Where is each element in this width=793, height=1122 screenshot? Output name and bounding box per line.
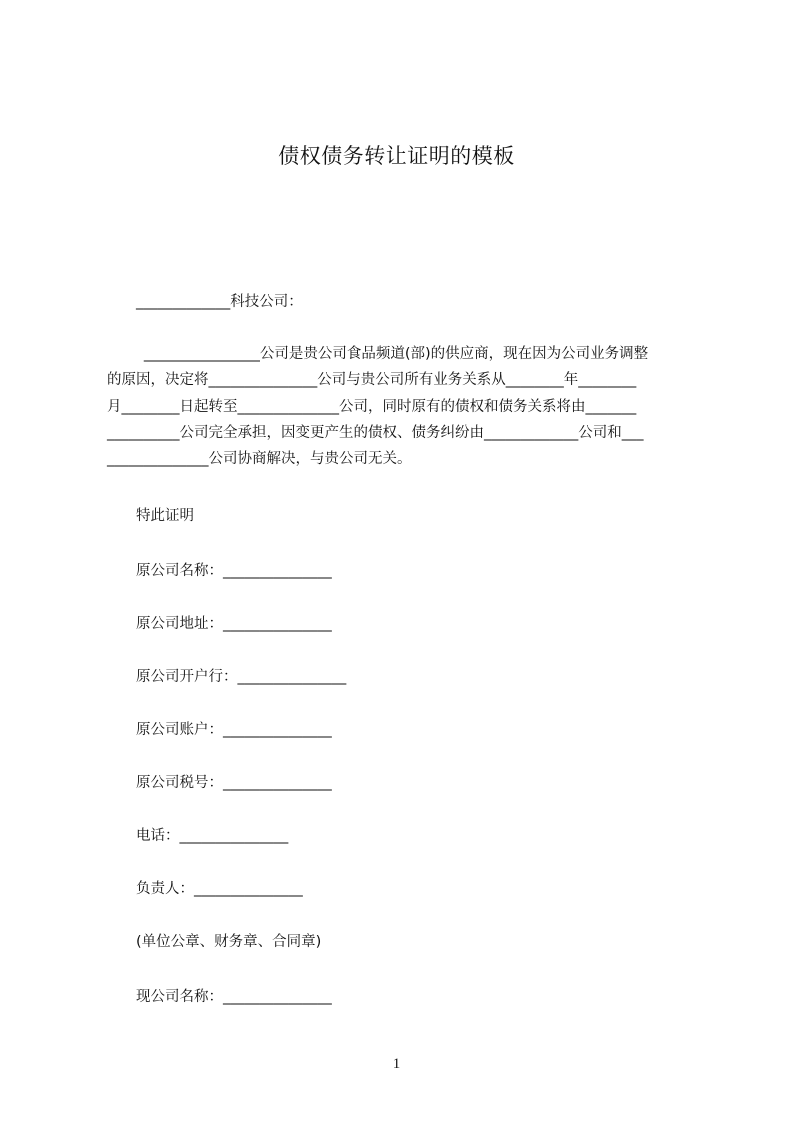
- field-original-company-account: 原公司账户：_______________: [136, 722, 332, 738]
- body-line: ______________公司协商解决，与贵公司无关。: [107, 451, 412, 468]
- seal-note: (单位公章、财务章、合同章): [136, 934, 322, 950]
- field-original-company-address: 原公司地址：_______________: [136, 616, 332, 632]
- body-line: ________________公司是贵公司食品频道(部)的供应商，现在因为公司业务调整: [107, 346, 649, 362]
- field-original-company-bank: 原公司开户行：_______________: [136, 669, 347, 685]
- body-line: 月________日起转至______________公司，同时原有的债权和债务关系将由_______: [107, 398, 637, 415]
- body-line: __________公司完全承担，因变更产生的债权、债务纠纷由_____________公司和___: [107, 424, 644, 441]
- field-original-company-tax-id: 原公司税号：_______________: [136, 775, 332, 791]
- body-paragraph: [107, 341, 703, 472]
- field-original-company-name: 原公司名称：_______________: [136, 563, 332, 579]
- field-phone: 电话：_______________: [136, 828, 289, 844]
- field-responsible-person: 负责人：_______________: [136, 881, 303, 897]
- addressee-line: _____________科技公司：: [136, 294, 303, 310]
- page-number: 1: [392, 1056, 401, 1072]
- document-title: 债权债务转让证明的模板: [278, 144, 515, 168]
- closing-statement: 特此证明: [136, 508, 194, 524]
- body-line: 的原因，决定将_______________公司与贵公司所有业务关系从________年________: [107, 372, 637, 389]
- field-current-company-name: 现公司名称：_______________: [136, 989, 332, 1005]
